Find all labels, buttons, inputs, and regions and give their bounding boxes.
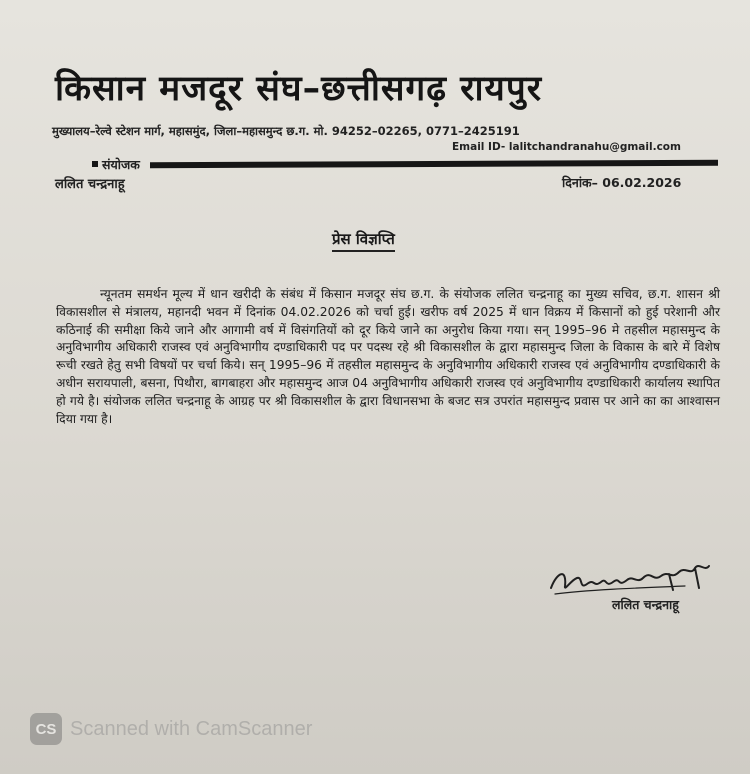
letterhead-address: मुख्यालय–रेल्वे स्टेशन मार्ग, महासमुंद, जिला–महासमुन्द छ.ग. मो. 94252–02265, 0771–2425191: [52, 124, 520, 138]
signer-name: ललित चन्द्रनाहू: [612, 597, 679, 612]
letterhead-title: किसान मजदूर संघ–छत्तीसगढ़ रायपुर: [55, 69, 543, 109]
letterhead-divider: [150, 160, 718, 168]
letter-date: दिनांक– 06.02.2026: [562, 175, 682, 190]
bullet-dot: [92, 161, 98, 167]
letterhead-email: Email ID- lalitchandranahu@gmail.com: [452, 141, 681, 153]
camscanner-logo-icon: CS: [30, 713, 62, 745]
sender-name: ललित चन्द्रनाहू: [55, 177, 125, 192]
watermark-text: Scanned with CamScanner: [70, 717, 313, 740]
document-heading: प्रेस विज्ञप्ति: [332, 229, 395, 252]
body-paragraph: न्यूनतम समर्थन मूल्य में धान खरीदी के संबंध में किसान मजदूर संघ छ.ग. के संयोजक ललित चन्द्रनाहू का मुख्य सचिव, छ.ग. शासन श्री विकासशील से मंत्रालय, महानदी भवन में दिनांक 04.02.2026 को चर्चा हुई। खरीफ वर्ष 2025 में धान विक्रय में किसानों को हुई परेशानी और कठिनाई की समीक्षा किये जाने और आगामी वर्ष में विसंगतियों को दूर किये जाने का अनुरोध किया गया। सन् 1995–96 मे तहसील महासमुन्द के अनुविभागीय अधिकारी राजस्व एवं अनुविभागीय दण्डाधिकारी पद पर पदस्थ रहे श्री विकासशील के द्वारा महासमुन्द जिला के विकास के बारे में विशेष रूची रखते हेतु सभी विषयों पर चर्चा किये। सन् 1995–96 में तहसील महासमुन्द के अनुविभागीय अधिकारी राजस्व एवं अनुविभागीय दण्डाधिकारी के अधीन सरायपाली, बसना, पिथौरा, बागबाहरा और महासमुन्द आज 04 अनुविभागीय अधिकारी राजस्व एवं अनुविभागीय दण्डाधिकारी कार्यालय स्थापित हो गये है। संयोजक ललित चन्द्रनाहू के आग्रह पर श्री विकासशील के द्वारा विधानसभा के बजट सत्र उपरांत महासमुन्द प्रवास पर आने का का आश्वासन दिया गया है।: [56, 287, 720, 426]
role-label: संयोजक: [102, 157, 140, 172]
scanner-watermark: [30, 713, 312, 745]
